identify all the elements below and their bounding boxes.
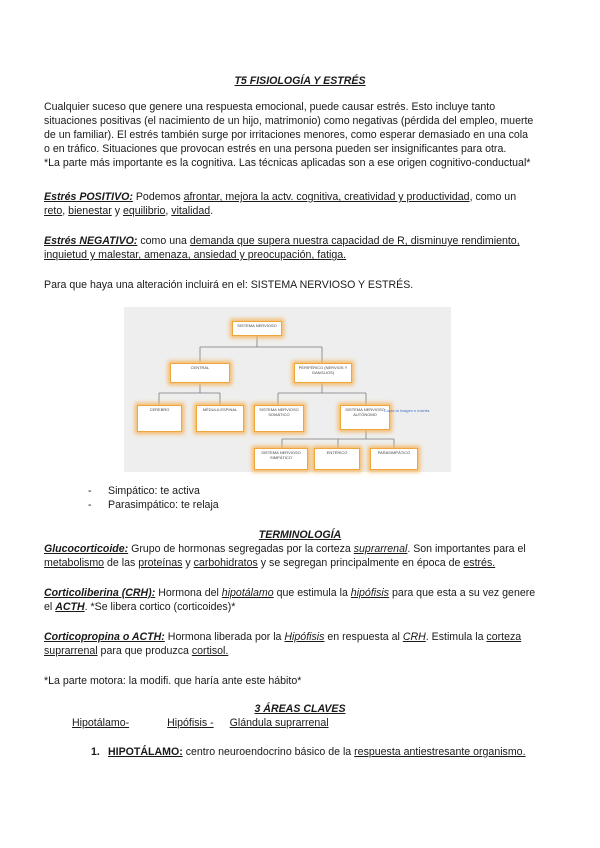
diagram-box-root: SISTEMA NERVIOSO (232, 321, 282, 336)
intro-line: Cualquier suceso que genere una respuesta emocional, puede causar estrés. Esto incluye tanto (44, 101, 496, 113)
text: el (44, 601, 53, 613)
text: Podemos (135, 191, 181, 203)
bullet-dash: - (88, 485, 92, 497)
text: que estimula la (276, 587, 348, 599)
intro-line: de un familiar). El estrés también surge por irritaciones menores, como esperar demasiado en una cola (44, 129, 529, 141)
diagram-box-periferico: PERIFÉRICO (NERVIOS Y GANGLIOS) (294, 363, 352, 383)
text: y (114, 205, 121, 217)
gluco-line-2 (44, 556, 495, 570)
acth-label: Corticopropina o ACTH: (44, 631, 165, 643)
diagram-box-simpatico: SISTEMA NERVIOSO SIMPÁTICO (254, 448, 308, 470)
text: Hormona liberada por la (167, 631, 282, 643)
crh-label: Corticoliberina (CRH): (44, 587, 156, 599)
areas-heading: 3 ÁREAS CLAVES (254, 703, 346, 715)
text: proteínas (138, 557, 183, 569)
text: suprarrenal (353, 543, 408, 555)
positivo-label: Estrés POSITIVO: (44, 191, 133, 203)
diagram-note: Copia la imagen e inserta (384, 408, 430, 413)
text: , como un (469, 191, 517, 203)
gluco-label: Glucocorticoide: (44, 543, 129, 555)
text: y se segregan principalmente en época de (260, 557, 461, 569)
text: estrés. (463, 557, 496, 569)
negativo-label: Estrés NEGATIVO: (44, 235, 138, 247)
text: en respuesta al (327, 631, 400, 643)
text: vitalidad (171, 205, 211, 217)
text: Grupo de hormonas segregadas por la corteza (131, 543, 351, 555)
item-1-number: 1. (91, 746, 100, 758)
diagram-box-medula: MÉDULA ESPINAL (196, 405, 244, 432)
text: Hormona del (158, 587, 219, 599)
alteracion-text: Para que haya una alteración incluirá en el: SISTEMA NERVIOSO Y ESTRÉS. (44, 279, 414, 291)
bullet-dash: - (88, 499, 92, 511)
crh-line-1 (44, 586, 535, 600)
intro-line: o en tráfico. Situaciones que provocan estrés en una persona pueden ser insignificantes para otra. (44, 143, 507, 155)
diagram-box-enterico: ENTÉRICO (314, 448, 360, 470)
positivo-line-2 (44, 204, 213, 218)
text: como una (140, 235, 187, 247)
text: metabolismo (44, 557, 105, 569)
item-1-line (108, 745, 526, 759)
negativo-line-2: inquietud y malestar, amenaza, ansiedad y preocupación, fatiga. (44, 249, 347, 261)
text: afrontar, mejora la actv. cognitiva, creatividad y productividad (183, 191, 470, 203)
text: , (62, 205, 66, 217)
text: para que produzca (100, 645, 189, 657)
text: y (185, 557, 191, 569)
intro-line: situaciones positivas (el nacimiento de un hijo, matrimonio) como negativas (pérdida del empleo, muerte (44, 115, 534, 127)
positivo-line-1 (44, 190, 516, 204)
area-hipotalamo: Hipotálamo- (72, 717, 130, 729)
text: centro neuroendocrino básico de la (185, 746, 352, 758)
area-suprarrenal: Glándula suprarrenal (229, 717, 329, 729)
text: hipotálamo (221, 587, 274, 599)
diagram-box-cerebro: CEREBRO (137, 405, 182, 432)
diagram-box-parasimpatico: PARASIMPÁTICO (370, 448, 418, 470)
text: CRH (402, 631, 426, 643)
text: carbohidratos (193, 557, 258, 569)
text: . *Se libera cortico (corticoides)* (84, 601, 236, 613)
text: , (165, 205, 169, 217)
text: cortisol. (191, 645, 229, 657)
text: hipófisis (350, 587, 390, 599)
diagram-box-somatico: SISTEMA NERVIOSO SOMÁTICO (254, 405, 304, 432)
area-hipofisis: Hipófisis - (167, 717, 214, 729)
bullet-parasimpatico: Parasimpático: te relaja (108, 499, 219, 511)
text: equilibrio (122, 205, 166, 217)
text: Hipófisis (284, 631, 325, 643)
negativo-line-1 (44, 234, 520, 248)
acth-line-2 (44, 644, 228, 658)
text: reto (44, 205, 63, 217)
text: respuesta antiestresante organismo. (354, 746, 526, 758)
gluco-line-1 (44, 542, 526, 556)
text: demanda que supera nuestra capacidad de R, disminuye rendimiento, (189, 235, 520, 247)
text: bienestar (68, 205, 112, 217)
text: suprarrenal (44, 645, 98, 657)
diagram-box-central: CENTRAL (170, 363, 230, 383)
bullet-simpatico: Simpático: te activa (108, 485, 200, 497)
document-title: T5 FISIOLOGÍA Y ESTRÉS (234, 75, 366, 87)
intro-note: *La parte más importante es la cognitiva. Las técnicas aplicadas son a ese origen cognitivo-conductual* (44, 157, 531, 169)
text: . (210, 205, 214, 217)
item-1-label: HIPOTÁLAMO: (108, 746, 183, 758)
crh-line-2 (44, 600, 235, 614)
areas-list (72, 716, 329, 730)
text: . Son importantes para el (407, 543, 526, 555)
text: para que esta a su vez genere (392, 587, 536, 599)
terminologia-heading: TERMINOLOGÍA (258, 529, 342, 541)
text: de las (107, 557, 136, 569)
text: . Estimula la (425, 631, 484, 643)
text: corteza (486, 631, 522, 643)
acth-line-1 (44, 630, 521, 644)
motora-note: *La parte motora: la modifi. que haría ante este hábito* (44, 675, 302, 687)
text: ACTH (55, 601, 85, 613)
nervous-system-diagram (124, 307, 451, 472)
diagram-box-autonomo: SISTEMA NERVIOSO AUTÓNOMO (340, 405, 390, 430)
